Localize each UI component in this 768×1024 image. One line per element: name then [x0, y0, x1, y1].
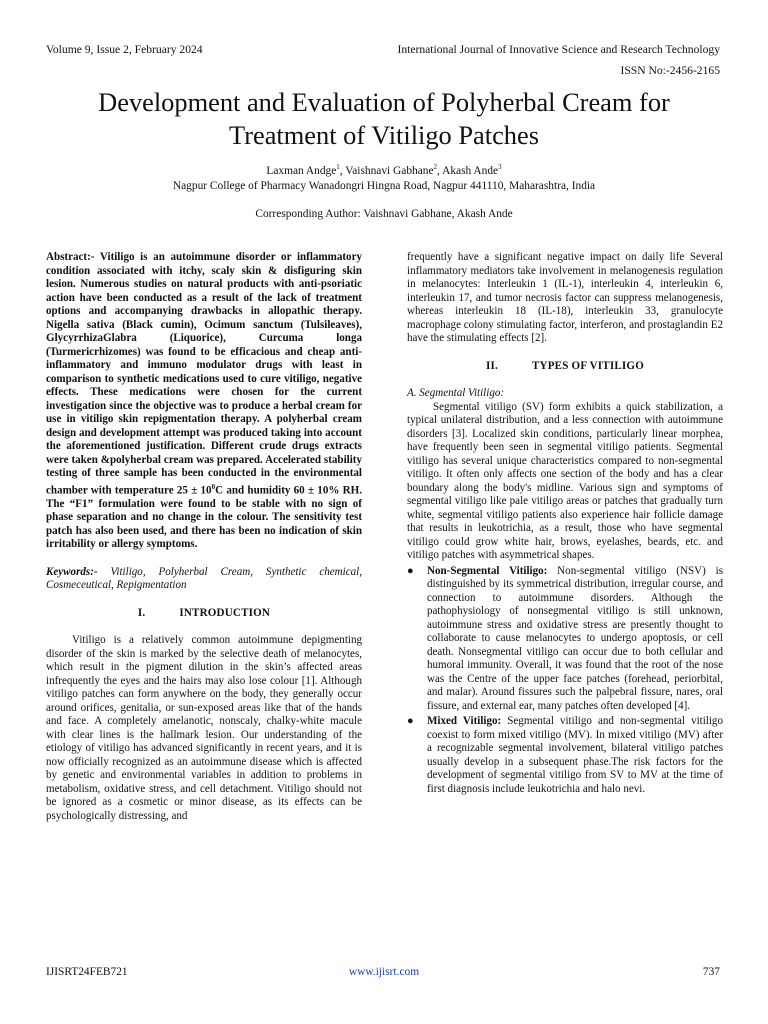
right-column: [407, 251, 723, 796]
footer-page-number: 737: [702, 966, 720, 978]
header-journal: International Journal of Innovative Science and Research Technology: [397, 43, 720, 56]
header-issn: ISSN No:-2456-2165: [620, 64, 720, 77]
section-title: INTRODUCTION: [179, 606, 271, 619]
bullet-icon: ●: [407, 564, 414, 577]
bullet-label: Non-Segmental Vitiligo:: [427, 564, 548, 577]
segmental-paragraph: Segmental vitiligo (SV) form exhibits a quick stabilization, a typical unilateral distribution, and a less connection with autoimmune disorders [3]. Localized skin conditions, particularly linear morphea, have frequently been seen in segmental vitiligo patients. Segmental vitiligo has several unique characteristics compared to non-segmental vitiligo. It often only affects one section of the body and has a clear boundary along the body's midline. Various sign and symptoms of segmental vitiligo like pale vitiligo areas or patches that gradually turn white, segmental vitiligo patients also experience hair follicle damage that results in leukotrichia, as a result, those who have segmental vitiligo could grow white hair, brows, eyelashes, beards, etc. and vitiligo patches with asymmetrical shapes.: [407, 400, 723, 561]
bullet-icon: ●: [407, 715, 414, 727]
subsection-heading: A. Segmental Vitiligo:: [407, 387, 505, 399]
bullet-label: Mixed Vitiligo:: [427, 715, 502, 727]
introduction-paragraph: Vitiligo is a relatively common autoimmune depigmenting disorder of the skin is marked by the selective death of melanocytes, which result in the pigment dilution in the skin’s affected areas infrequently the eyes and the hairs may also lose colour [1]. Although vitiligo patches can form anywhere on the body, they generally occur around orifices, genitalia, or sun-exposed areas like that of the hands and face. A completely amelanotic, nonscaly, chalky-white macule with clear lines is the hallmark lesion. Our understanding of the etiology of vitiligo has advanced significantly in recent years, and it is now officially recognized as an autoimmune disease which is affected by genetic and environmental variables in addition to problems in metabolism, oxidative stress, and cell detachment. Vitiligo should not be ignored as a cosmetic or minor disease, as its effects can be psychologically distressing, and: [46, 634, 362, 822]
abstract-text-1: Abstract:- Vitiligo is an autoimmune disorder or inflammatory condition associated with itchy, scaly skin & disfiguring skin lesion. Numerous studies on natural products with anti-psoriatic action have been conducted as a result of the lack of treatment options and accompanying drawbacks in allopathic therapy. Nigella sativa (Black cumin), Ocimum sanctum (Tulsileaves), GlycyrrhizaGlabra (Liquorice), Curcuma longa (Turmericrhizomes) was found to be efficacious and cheap anti-inflammatory and immuno modulator drugs with least in comparison to synthetic medications used to cure vitiligo, negative effects. These medications were chosen for the current investigation since the objective was to produce a herbal cream for use in vitiligo skin repigmentation therapy. A polyherbal cream design and development attempt was produced taking into account the aforementioned justification. Different crude drugs extracts were taken &polyherbal cream was prepared. Accelerated stability testing of three sample has been conducted in the environmental chamber with temperature 25 ± 10: [46, 251, 362, 497]
section-number: I.: [137, 606, 146, 619]
section-heading-introduction: [46, 607, 362, 621]
section-title: TYPES OF VITILIGO: [531, 359, 645, 372]
list-item: [407, 565, 723, 714]
continued-paragraph: frequently have a significant negative impact on daily life Several inflammatory mediators take involvement in melanogenesis regulation in melanocytes: Interleukin 1 (IL-1), interleukin 4, interleukin 6, interleukin 17, and tumor necrosis factor can suppress melanogenesis, whereas interleukin 18 (IL-18), interleukin 33, granulocyte macrophage colony stimulating factor, interferon, and prostaglandin E2 have the stimulating effects [2].: [407, 251, 723, 344]
author-1: Laxman Andge: [266, 164, 337, 177]
section-number: II.: [485, 359, 498, 372]
header-volume: Volume 9, Issue 2, February 2024: [46, 43, 203, 56]
section-heading-types: [407, 360, 723, 374]
keywords-label: Keywords:-: [46, 565, 98, 578]
corresponding-author: Corresponding Author: Vaishnavi Gabhane, Akash Ande: [255, 208, 513, 220]
author-2-affil: 2: [433, 163, 438, 171]
author-1-affil: 1: [336, 163, 340, 171]
left-column: [46, 251, 362, 823]
list-item: [407, 715, 723, 796]
abstract: [46, 251, 362, 552]
author-3: Akash Ande: [442, 164, 499, 177]
bullet-text: Segmental vitiligo and non-segmental vitiligo coexist to form mixed vitiligo (MV). In mixed vitiligo (MV) after a recognizable segmental involvement, bilateral vitiligo patches usually develop in a subsequent phase.The risk factors for the development of segmental vitiligo from SV to MV at the time of first diagnosis include leukotrichia and halo nevi.: [427, 715, 723, 795]
title-line-1: Development and Evaluation of Polyherbal Cream for: [98, 87, 670, 117]
footer-paper-id: IJISRT24FEB721: [46, 966, 128, 978]
abstract-superscript: 0: [211, 482, 216, 491]
author-2: Vaishnavi Gabhane: [345, 164, 434, 177]
footer-website-link[interactable]: www.ijisrt.com: [348, 966, 420, 978]
author-sep: ,: [437, 164, 443, 177]
affiliation: Nagpur College of Pharmacy Wanadongri Hingna Road, Nagpur 441110, Maharashtra, India: [172, 180, 596, 192]
keywords: [46, 566, 362, 593]
author-3-affil: 3: [498, 163, 502, 171]
keywords-text: Vitiligo, Polyherbal Cream, Synthetic chemical, Cosmeceutical, Repigmentation: [46, 565, 362, 592]
author-list: [0, 163, 768, 177]
author-sep: ,: [339, 164, 346, 177]
bullet-text: Non-segmental vitiligo (NSV) is distinguished by its symmetrical distribution, irregular course, and connection to autoimmune disorders. Although the pathophysiology of nonsegmental vitiligo is still unknown, autoimmune stress and oxidative stress are presently thought to collaborate to cause melanocytes to undergo apoptosis, or cell death. Nonsegmental vitiligo can occur due to both cellular and humoral immunity. Overall, it was found that the root of the nose was the Centre of the upper face patches (forehead, periorbital, and malar). Around fissures such the palpebral fissure, nares, oral fissure, and external ear, many patches often developed [4].: [427, 564, 723, 712]
abstract-text-2: C and humidity 60 ± 10% RH. The “F1” formulation were found to be stable with no sign of phase separation and no change in the colour. The sensitivity test patch has also been used, and there has been no indication of skin irritability or allergy symptoms.: [46, 484, 363, 551]
paper-title: [20, 86, 748, 152]
title-line-2: Treatment of Vitiligo Patches: [229, 120, 539, 150]
